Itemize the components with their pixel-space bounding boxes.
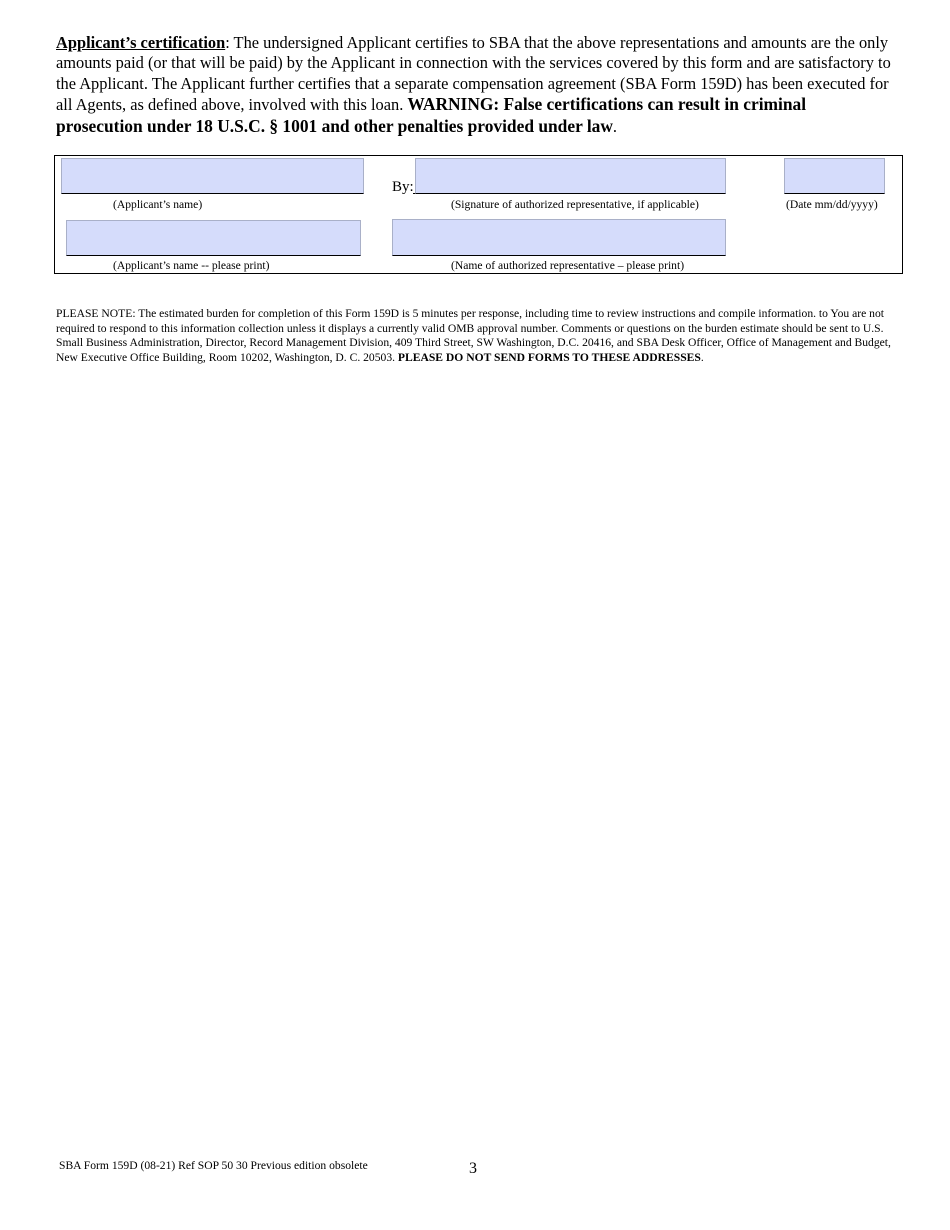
certification-paragraph [56,33,896,137]
burden-note-text: PLEASE NOTE: The estimated burden for completion of this Form 159D is 5 minutes per response, including time to review instructions and compile information. to You are not required to respond to this information collection unless it displays a currently valid OMB approval number. Comments or questions on the burden estimate should be sent to U.S. Small Business Administration, Director, Record Management Division, 409 Third Street, SW Washington, D.C. 20416, and SBA Desk Officer, Office of Management and Budget, New Executive Office Building, Room 10202, Washington, D. C. 20503. [56,307,891,364]
applicant-name-field[interactable] [61,158,364,194]
certification-end: . [612,116,618,136]
page-number: 3 [469,1160,477,1177]
certification-warning: WARNING: False certifications can result in criminal prosecution under 18 U.S.C. § 1001 and other penalties provided under law [56,94,807,136]
form-footer: SBA Form 159D (08-21) Ref SOP 50 30 Previous edition obsolete [59,1159,368,1172]
signature-caption: (Signature of authorized representative, if applicable) [451,198,699,211]
applicant-name-print-caption: (Applicant’s name -- please print) [113,259,270,272]
signature-block [54,155,903,274]
representative-name-print-field[interactable] [392,219,726,256]
date-field[interactable] [784,158,885,194]
applicant-name-caption: (Applicant’s name) [113,198,203,211]
by-label: By: [392,179,414,195]
signature-field[interactable] [415,158,726,194]
certification-body: : The undersigned Applicant certifies to SBA that the above representations and amounts are the only amounts paid (or that will be paid) by the Applicant in connection with the services covered by this form and are satisfactory to the Applicant. The Applicant further certifies that a separate compensation agreement (SBA Form 159D) has been executed for all Agents, as defined above, involved with this loan. [56,33,891,115]
burden-note-end: . [700,350,704,364]
representative-name-print-caption: (Name of authorized representative – please print) [451,259,685,272]
burden-note [56,307,898,365]
burden-note-warning: PLEASE DO NOT SEND FORMS TO THESE ADDRESSES [397,350,701,364]
date-caption: (Date mm/dd/yyyy) [786,198,878,211]
applicant-name-print-field[interactable] [66,220,361,256]
certification-heading: Applicant’s certification [56,33,226,52]
